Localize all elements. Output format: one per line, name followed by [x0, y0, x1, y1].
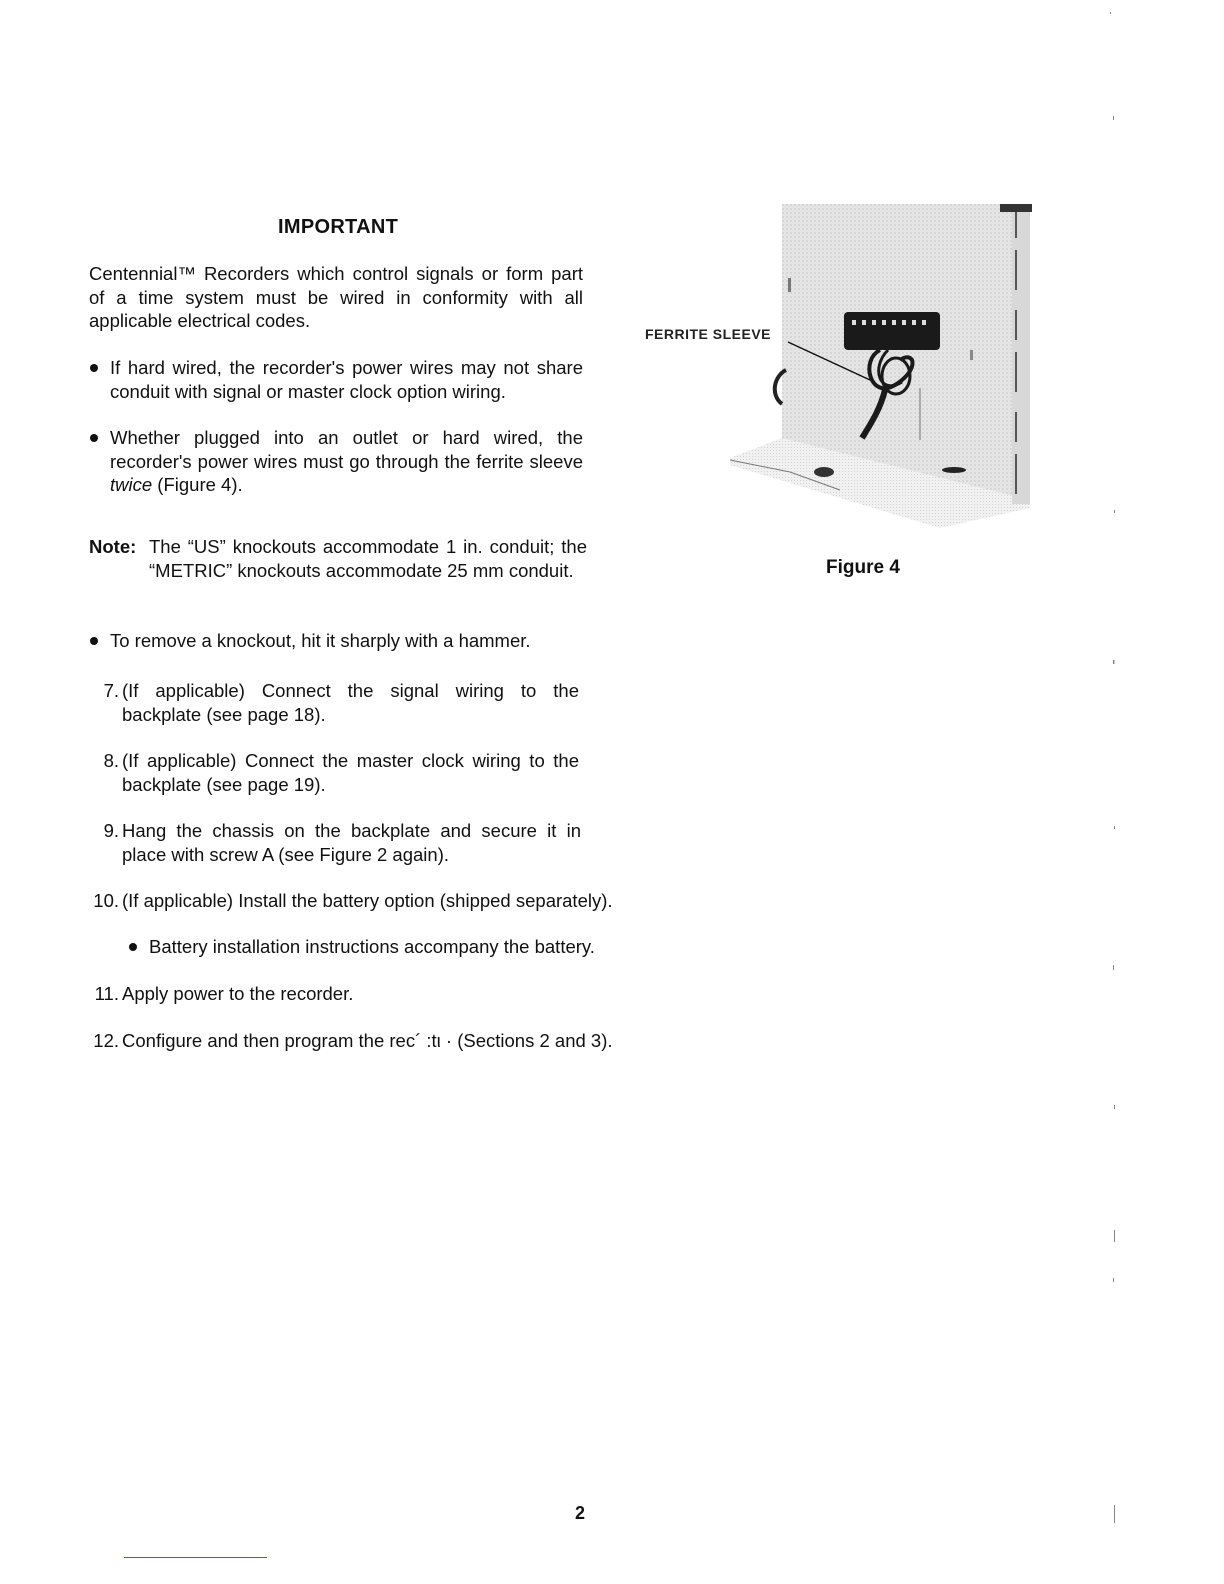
step-item — [89, 889, 659, 913]
step-text: Hang the chassis on the backplate and secure it in place with screw A (see Figure 2 again). — [122, 820, 581, 865]
footer-rule — [124, 1557, 267, 1558]
step-text: Apply power to the recorder. — [122, 983, 354, 1004]
warning-bullet — [89, 426, 583, 497]
note-text: The “US” knockouts accommodate 1 in. conduit; the “METRIC” knockouts accommodate 25 mm conduit. — [149, 536, 587, 581]
step-text: (If applicable) Connect the signal wiring to the backplate (see page 18). — [122, 680, 579, 725]
step-number: 8. — [103, 750, 119, 771]
intro-paragraph: Centennial™ Recorders which control signals or form part of a time system must be wired in conformity with all applicable electrical codes. — [89, 263, 583, 331]
emphasis-twice: twice — [110, 474, 153, 495]
battery-text: Battery installation instructions accompany the battery. — [149, 936, 595, 957]
scan-margin-specks — [1105, 0, 1125, 1584]
warning-bullet — [89, 356, 583, 403]
note-label: Note: — [89, 536, 137, 557]
step-item — [89, 679, 579, 726]
ferrite-sleeve-photo — [730, 200, 1035, 530]
warning-text: Whether plugged into an outlet or hard wired, the recorder's power wires must go through the ferrite sleeve twice (Figure 4). — [110, 427, 583, 495]
step-number: 7. — [103, 680, 119, 701]
step-number: 10. — [93, 890, 119, 911]
step-number: 9. — [103, 820, 119, 841]
knockout-text: To remove a knockout, hit it sharply with a hammer. — [110, 630, 531, 651]
ferrite-sleeve-callout: FERRITE SLEEVE — [645, 326, 772, 342]
note-block — [89, 535, 587, 582]
battery-bullet — [128, 935, 648, 959]
page-number: 2 — [575, 1503, 586, 1523]
step-text: (If applicable) Connect the master clock wiring to the backplate (see page 19). — [122, 750, 579, 795]
step-text: Configure and then program the rec´ :tι · (Sections 2 and 3). — [122, 1030, 613, 1051]
important-heading: IMPORTANT — [278, 216, 399, 238]
step-item — [89, 982, 649, 1006]
step-number: 12. — [93, 1030, 119, 1051]
step-number: 11. — [94, 983, 119, 1004]
step-text: (If applicable) Install the battery option (shipped separately). — [122, 890, 613, 911]
step-item — [89, 1029, 689, 1053]
knockout-bullet — [89, 629, 649, 653]
step-item — [89, 749, 579, 796]
figure-caption: Figure 4 — [826, 557, 900, 578]
step-item — [89, 819, 581, 866]
warning-text: If hard wired, the recorder's power wires may not share conduit with signal or master clock option wiring. — [110, 357, 583, 402]
